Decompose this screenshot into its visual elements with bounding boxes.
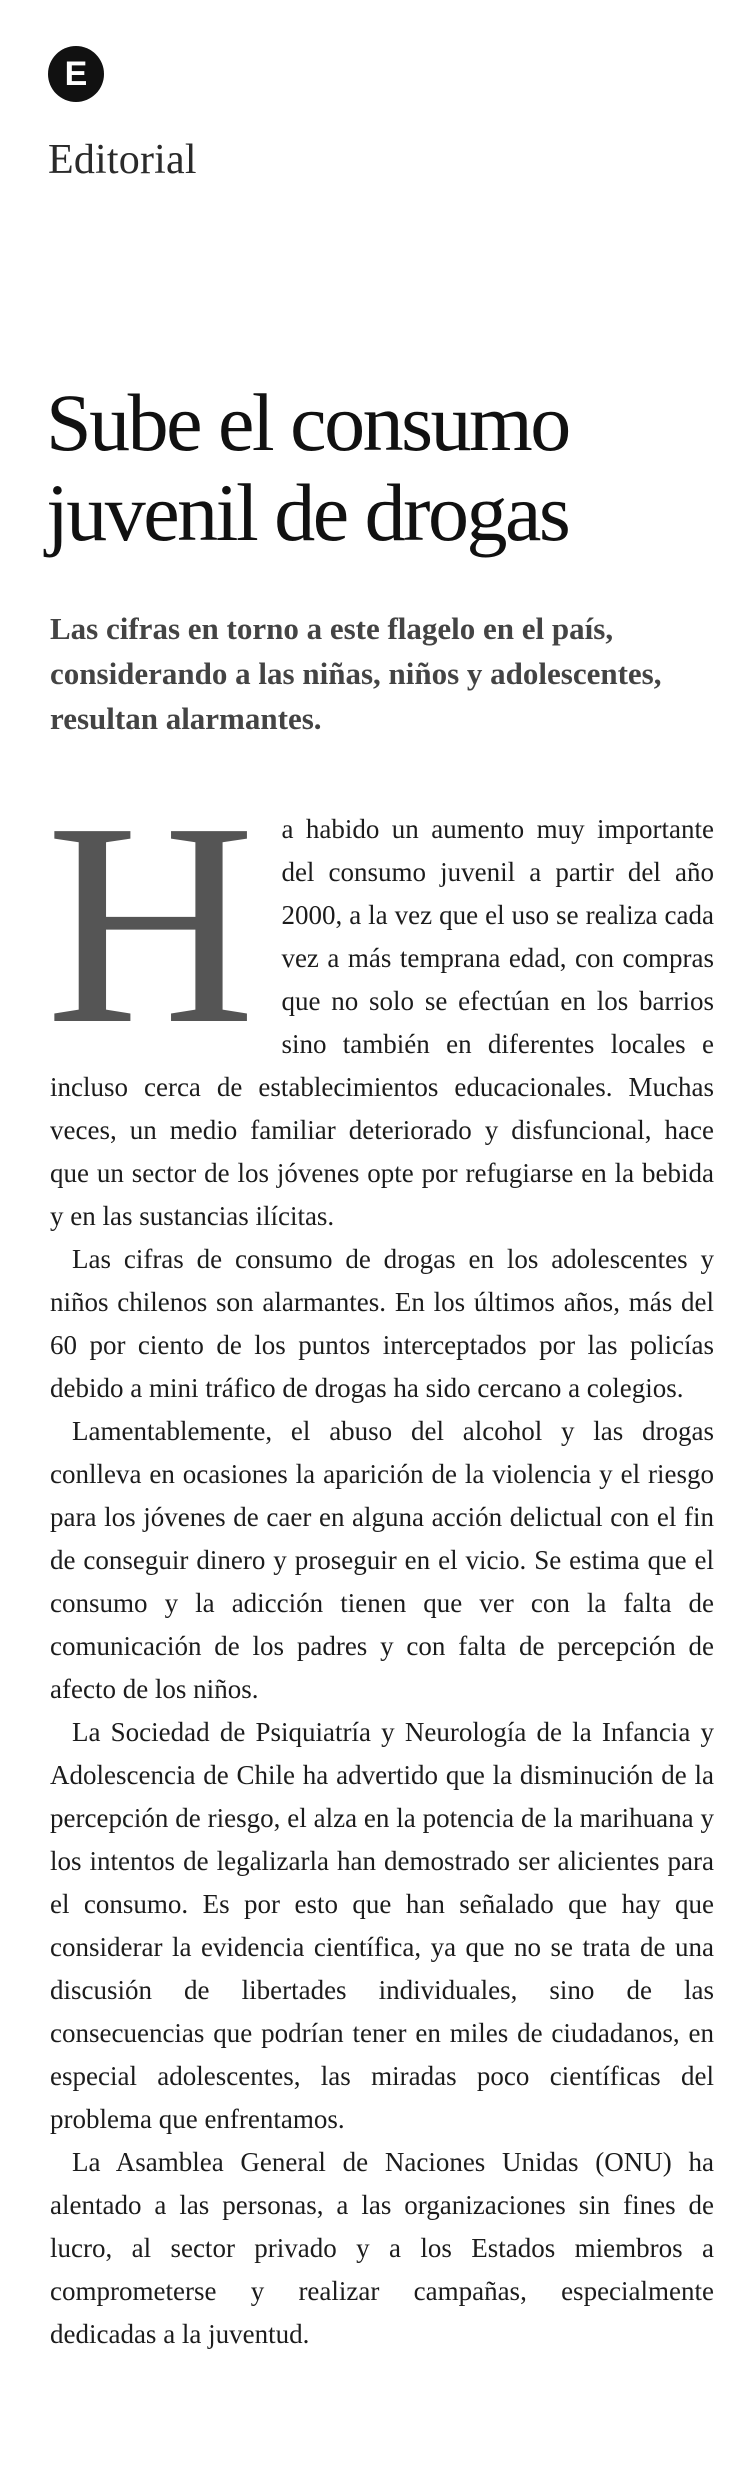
body-paragraph: Lamentablemente, el abuso del alcohol y las drogas conlleva en ocasiones la aparición de la violencia y el riesgo para los jóvenes de caer en alguna acción delictual con el fin de conseguir dinero y proseguir en el vicio. Se estima que el consumo y la adicción tienen que ver con la falta de comunicación de los padres y con falta de percepción de afecto de los niños. <box>50 1416 714 1704</box>
section-label: Editorial <box>48 137 197 183</box>
article-headline: Sube el consumo juvenil de drogas <box>46 377 569 558</box>
body-paragraph: Las cifras de consumo de drogas en los adolescentes y niños chilenos son alarmantes. En los últimos años, más del 60 por ciento de los puntos interceptados por las policías debido a mini tráfico de drogas ha sido cercano a colegios. <box>50 1244 714 1403</box>
article-body <box>46 763 714 2356</box>
body-paragraph <box>46 763 714 1238</box>
body-paragraph: La Asamblea General de Naciones Unidas (ONU) ha alentado a las personas, a las organizaciones sin fines de lucro, al sector privado y a los Estados miembros a comprometerse y realizar campañas, especialmente dedicadas a la juventud. <box>50 2147 714 2349</box>
drop-cap: H <box>46 763 256 1084</box>
section-badge: E <box>48 46 104 102</box>
body-paragraph: La Sociedad de Psiquiatría y Neurología de la Infancia y Adolescencia de Chile ha advertido que la disminución de la percepción de riesgo, el alza en la potencia de la marihuana y los intentos de legalizarla han demostrado ser alicientes para el consumo. Es por esto que han señalado que hay que considerar la evidencia científica, ya que no se trata de una discusión de libertades individuales, sino de las consecuencias que podrían tener en miles de ciudadanos, en especial adolescentes, las miradas poco científicas del problema que enfrentamos. <box>50 1717 714 2134</box>
paragraph-text: a habido un aumento muy importante del consumo juvenil a partir del año 2000, a la vez que el uso se realiza cada vez a más temprana edad, con compras que no solo se efectúan en los barrios sino también en diferentes locales e incluso cerca de establecimientos educacionales. Muchas veces, un medio familiar deteriorado y disfuncional, hace que un sector de los jóvenes opte por refugiarse en la bebida y en las sustancias ilícitas. <box>50 814 714 1231</box>
article-deck: Las cifras en torno a este flagelo en el país, considerando a las niñas, niños y adolescentes, resultan alarmantes. <box>50 611 662 736</box>
